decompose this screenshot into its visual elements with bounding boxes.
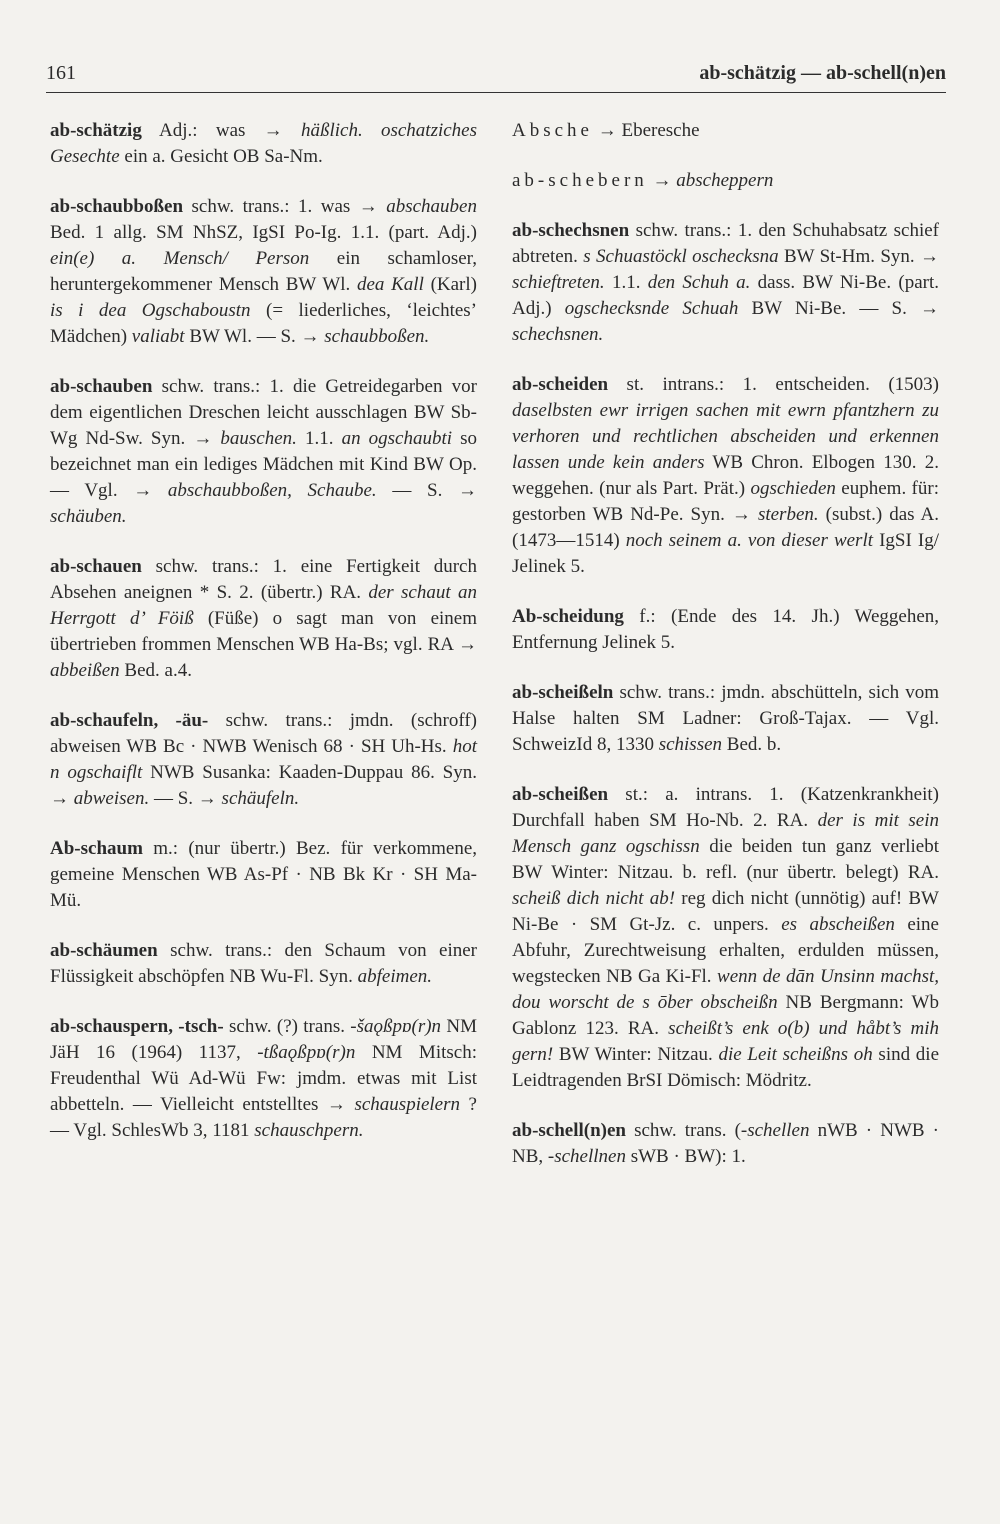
entry-example-italic: daselbsten ewr irrigen sachen mit ewrn pfantzhern zu verhoren und rechtlichen abscheiden und erkennen lassen unde kein anders [512,400,939,473]
entry-headword: ab-schell(n)en [512,1120,626,1141]
entry-text: NM Mitsch: Freudenthal Wü Ad-Wü Fw: jmdm. etwas mit List abbetteln. — Vielleicht entstelltes → [50,1042,477,1115]
entry-text: BW Winter: Nitzau. [553,1044,719,1065]
entry-text: st. intrans.: 1. entscheiden. (1503) [608,374,939,395]
dictionary-entry [512,218,939,348]
entry-example-italic: der schaut an Herrgott d’ Föiß [50,582,477,629]
dictionary-entry [50,118,477,170]
entry-text: → [647,170,677,191]
entry-example-italic: -šaǫßpɒ(r)n [350,1016,442,1037]
entry-text: BW Wl. — S. → [184,326,325,347]
dictionary-entry [512,372,939,580]
dictionary-entry [512,782,939,1094]
entry-headword: ab-schauben [50,376,153,397]
entry-example-italic: schauspielern [354,1094,461,1115]
entry-headword: ab-schechsnen [512,220,630,241]
dictionary-entry [512,118,939,144]
dictionary-entry [512,604,939,656]
entry-text: ein a. Gesicht OB Sa-Nm. [119,146,323,167]
entry-example-italic: den Schuh a. [647,272,751,293]
entry-text: schw. trans.: jmdn. (schroff) abweisen WB Bc · NWB Wenisch 68 · SH Uh-Hs. [50,710,477,757]
entry-text: WB Chron. Elbogen 130. 2. weggehen. (nur als Part. Prät.) [512,452,939,499]
page-number: 161 [46,62,76,84]
entry-example-italic: bauschen. [220,428,297,449]
entry-example-italic: s Schuastöckl oschecksna [583,246,779,267]
entry-example-italic: scheißt’s enk o(b) und håbt’s mih gern! [512,1018,939,1065]
entry-headword: ab-schauen [50,556,142,577]
entry-example-italic: valiabt [131,326,185,347]
dictionary-entry [50,554,477,684]
entry-text: schw. trans.: 1. eine Fertigkeit durch Absehen aneignen * S. 2. (übertr.) RA. [50,556,477,603]
entry-text: sind die Leidtragenden BrSI Dömisch: Mödritz. [512,1044,940,1091]
entry-example-italic: ein(e) a. Mensch/ Person [50,248,310,269]
entry-example-italic: abweisen. [73,788,150,809]
entry-text: st.: a. intrans. 1. (Katzenkrankheit) Durchfall haben SM Ho-Nb. 2. RA. [512,784,939,831]
entry-example-italic: schäufeln. [221,788,300,809]
entry-example-italic: schauschpern. [254,1120,364,1141]
running-head: ab-schätzig — ab-schell(n)en [699,62,946,84]
entry-text: m.: (nur übertr.) Bez. für verkommene, gemeine Menschen WB As-Pf · NB Bk Kr · SH Ma-Mü. [50,838,477,911]
entry-text: (Füße) o sagt man von einem übertrieben frommen Menschen WB Ha-Bs; vgl. RA → [50,608,477,655]
dictionary-entry [50,938,477,990]
entry-example-italic: -schellnen [547,1146,626,1167]
entry-example-italic: hot n ogschaiflt [50,736,477,783]
entry-example-italic: dea Kall [357,274,424,295]
entry-example-italic: sterben. [757,504,819,525]
entry-text: die beiden tun ganz verliebt BW Winter: Nitzau. b. refl. (nur übertr. belegt) RA. [512,836,939,883]
entry-headword: ab-schätzig [50,120,142,141]
entry-example-italic: wenn de dān Unsinn machst, dou worscht de s ōber obscheißn [512,966,939,1013]
entry-example-italic: abfeimen. [357,966,433,987]
entry-example-italic: abbeißen [50,660,120,681]
entry-example-italic: schäuben. [50,506,127,527]
entry-text: BW St-Hm. Syn. → [778,246,940,267]
entry-example-italic: an ogschaubti [341,428,453,449]
entry-text: f.: (Ende des 14. Jh.) Weggehen, Entfernung Jelinek 5. [512,606,939,653]
entry-text: schw. trans. ( [626,1120,741,1141]
entry-example-italic: die Leit scheißns oh [718,1044,873,1065]
entry-example-italic: abschaubboßen, Schaube. [167,480,377,501]
entry-headword: Ab-schaum [50,838,143,859]
entry-text: schw. (?) trans. [223,1016,351,1037]
entry-text: schw. trans.: 1. was → [183,196,387,217]
entry-headword: ab-schebern [512,170,648,191]
dictionary-entry [512,168,939,194]
entry-example-italic: abscheppern [676,170,774,191]
page-header [46,58,946,93]
entry-headword: Absche [512,120,593,141]
entry-text: (= liederliches, ‘leichtes’ Mädchen) [50,300,477,347]
entry-example-italic: is i dea Ogschaboustn [50,300,251,321]
dictionary-entry [50,374,477,530]
entry-example-italic: schieftreten. [512,272,605,293]
entry-example-italic: noch seinem a. von dieser werlt [625,530,874,551]
entry-text: schw. trans.: 1. die Getreidegarben vor dem eigentlichen Dreschen leicht ausschlagen BW Sb-Wg Nd-Sw. Syn. → [50,376,477,449]
entry-example-italic: abschauben [386,196,477,217]
right-column [512,118,939,1194]
entry-text: schw. trans.: jmdn. abschütteln, sich vom Halse halten SM Ladner: Groß-Tajax. — Vgl. SchweizId 8, 1330 [512,682,939,755]
entry-text: NM JäH 16 (1964) 1137, [50,1016,477,1063]
entry-text: euphem. für: gestorben WB Nd-Pe. Syn. → [512,478,939,525]
entry-text: Bed. b. [722,734,782,755]
entry-text: dass. BW Ni-Be. (part. Adj.) [512,272,939,319]
entry-text: reg dich nicht (unnötig) auf! BW Ni-Be · SM Gt-Jz. c. unpers. [512,888,939,935]
entry-text: BW Ni-Be. — S. → [738,298,940,319]
entry-headword: ab-schaufeln, -äu- [50,710,209,731]
entry-example-italic: scheiß dich nicht ab! [512,888,676,909]
entry-example-italic: -schellen [740,1120,810,1141]
entry-example-italic: es abscheißen [781,914,895,935]
entry-text: (Karl) [423,274,477,295]
entry-text: (subst.) das A. (1473—1514) [512,504,939,551]
entry-headword: Ab-scheidung [512,606,624,627]
entry-example-italic: ogschieden [750,478,836,499]
entry-headword: ab-schäumen [50,940,158,961]
entry-text: → Eberesche [592,120,700,141]
entry-headword: ab-schauspern, -tsch- [50,1016,224,1037]
entry-text: 1.1. [604,272,648,293]
entry-example-italic: ogschecksnde Schuah [564,298,739,319]
dictionary-entry [50,1014,477,1144]
entry-text: Bed. 1 allg. SM NhSZ, IgSI Po-Ig. 1.1. (part. Adj.) [50,222,477,243]
entry-text: schw. trans.: den Schaum von einer Flüssigkeit abschöpfen NB Wu-Fl. Syn. [50,940,477,987]
entry-text: ? — Vgl. SchlesWb 3, 1181 [50,1094,477,1141]
entry-text: NB Bergmann: Wb Gablonz 123. RA. [512,992,939,1039]
entry-text: Bed. a.4. [119,660,192,681]
entry-text: nWB · NWB · NB, [512,1120,940,1167]
entry-text: NWB Susanka: Kaaden-Duppau 86. Syn. → [50,762,477,809]
entry-example-italic: -tßaǫßpɒ(r)n [257,1042,356,1063]
entry-headword: ab-scheiden [512,374,609,395]
entry-example-italic: häßlich. oschatziches Gesechte [50,120,478,167]
entry-text: Adj.: was → [141,120,301,141]
entry-example-italic: schissen [658,734,723,755]
dictionary-entry [50,836,477,914]
entry-text: schw. trans.: 1. den Schuhabsatz schief abtreten. [512,220,939,267]
dictionary-entry [512,1118,939,1170]
entry-text: 1.1. [296,428,342,449]
entry-example-italic: schechsnen. [512,324,604,345]
entry-text: ein schamloser, heruntergekommener Mensch BW Wl. [50,248,477,295]
dictionary-entry [50,708,477,812]
entry-text: so bezeichnet man ein lediges Mädchen mit Kind BW Op. — Vgl. → [50,428,478,501]
entry-headword: ab-scheißen [512,784,609,805]
entry-example-italic: schaubboßen. [324,326,430,347]
entry-text: IgSI Ig/ Jelinek 5. [512,530,940,577]
entry-example-italic: der is mit sein Mensch ganz ogschissn [512,810,939,857]
entry-headword: ab-schaubboßen [50,196,184,217]
entry-text: sWB · BW): 1. [625,1146,746,1167]
dictionary-entry [512,680,939,758]
entry-text: — S. → [376,480,477,501]
entry-headword: ab-scheißeln [512,682,614,703]
left-column [50,118,477,1168]
entry-text: eine Abfuhr, Zurechtweisung erhalten, erdulden müssen, wegstecken NB Ga Ki-Fl. [512,914,939,987]
entry-text: — S. → [149,788,222,809]
dictionary-entry [50,194,477,350]
